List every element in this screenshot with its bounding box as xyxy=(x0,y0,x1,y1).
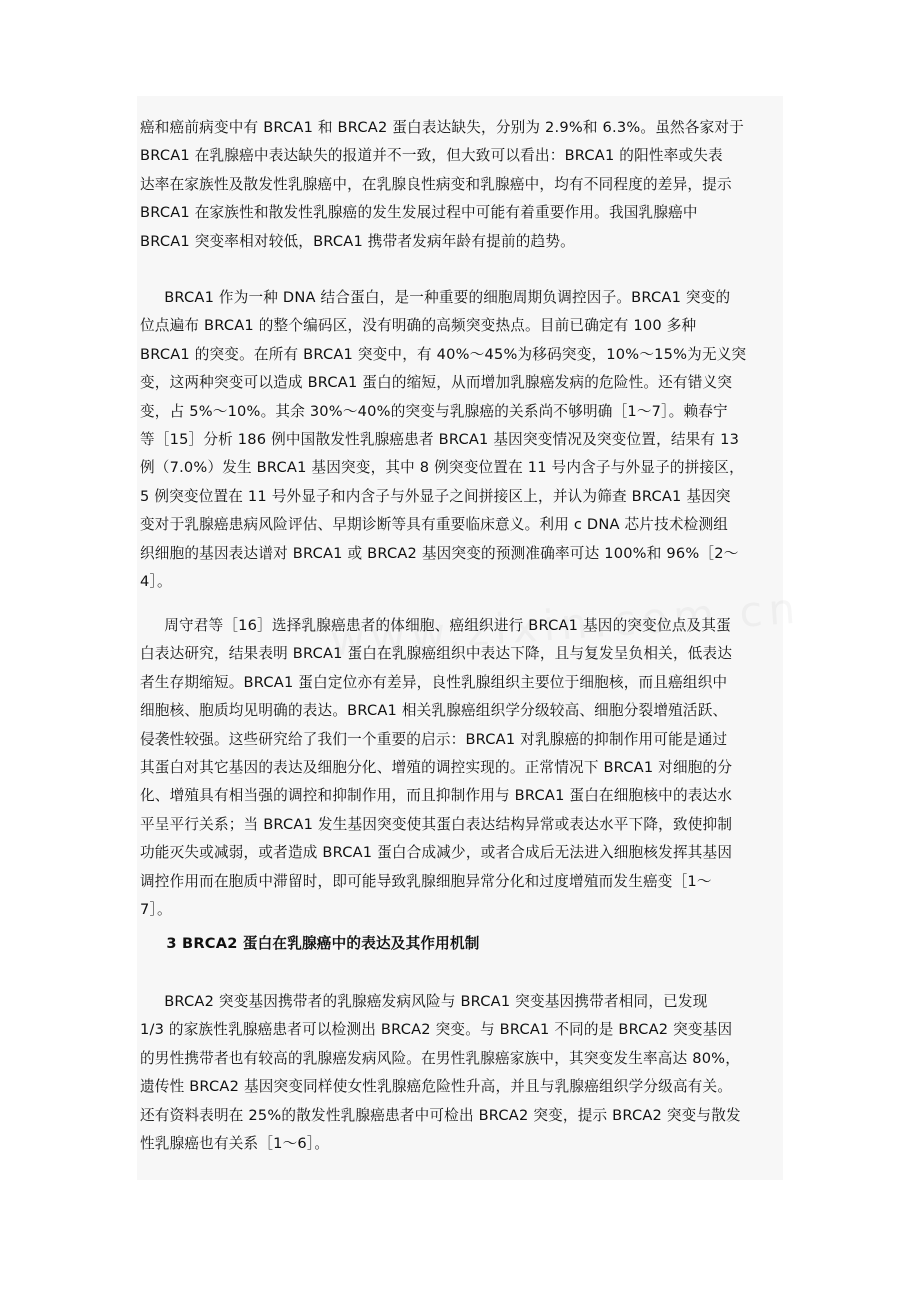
text-line: BRCA1 作为一种 DNA 结合蛋白，是一种重要的细胞周期负调控因子。BRCA1 突变的 xyxy=(140,289,731,306)
text-line: BRCA1 的突变。在所有 BRCA1 突变中，有 40%～45%为移码突变，10%～15%为无义突 xyxy=(140,345,747,363)
text-line: 周守君等［16］选择乳腺癌患者的体细胞、癌组织进行 BRCA1 基因的突变位点及其蛋 xyxy=(140,617,731,634)
text-line: 3 BRCA2 蛋白在乳腺癌中的表达及其作用机制 xyxy=(140,935,480,952)
text-line: 侵袭性较强。这些研究给了我们一个重要的启示：BRCA1 对乳腺癌的抑制作用可能是通过 xyxy=(140,730,728,748)
text-line: 5 例突变位置在 11 号外显子和内含子与外显子之间拼接区上，并认为筛查 BRCA1 基因突 xyxy=(140,487,731,505)
paragraph xyxy=(140,612,782,924)
text-line: 7］。 xyxy=(140,900,172,918)
text-line: BRCA1 突变率相对较低，BRCA1 携带者发病年龄有提前的趋势。 xyxy=(140,232,575,250)
text-line: 织细胞的基因表达谱对 BRCA1 或 BRCA2 基因突变的预测准确率可达 100%和 96%［2～ xyxy=(140,544,739,562)
text-line: 其蛋白对其它基因的表达及细胞分化、增殖的调控实现的。正常情况下 BRCA1 对细胞的分 xyxy=(140,758,733,776)
text-line: BRCA1 在家族性和散发性乳腺癌的发生发展过程中可能有着重要作用。我国乳腺癌中 xyxy=(140,204,698,222)
text-line: 调控作用而在胞质中滞留时，即可能导致乳腺细胞异常分化和过度增殖而发生癌变［1～ xyxy=(140,872,712,890)
text-line: 化、增殖具有相当强的调控和抑制作用，而且抑制作用与 BRCA1 蛋白在细胞核中的表达水 xyxy=(140,787,733,805)
text-line: 功能灭失或减弱，或者造成 BRCA1 蛋白合成减少，或者合成后无法进入细胞核发挥其基因 xyxy=(140,844,733,862)
text-line: 的男性携带者也有较高的乳腺癌发病风险。在男性乳腺癌家族中，其突变发生率高达 80%， xyxy=(140,1049,741,1067)
paragraph xyxy=(140,284,782,596)
text-line: 变，这两种突变可以造成 BRCA1 蛋白的缩短，从而增加乳腺癌发病的危险性。还有错义突 xyxy=(140,374,733,392)
text-line: 白表达研究，结果表明 BRCA1 蛋白在乳腺癌组织中表达下降，且与复发呈负相关，低表达 xyxy=(140,645,733,663)
text-line: 1/3 的家族性乳腺癌患者可以检测出 BRCA2 突变。与 BRCA1 不同的是 BRCA2 突变基因 xyxy=(140,1021,733,1039)
text-line: 还有资料表明在 25%的散发性乳腺癌患者中可检出 BRCA2 突变，提示 BRCA2 突变与散发 xyxy=(140,1106,741,1124)
text-line: 癌和癌前病变中有 BRCA1 和 BRCA2 蛋白表达缺失，分别为 2.9%和 6.3%。虽然各家对于 xyxy=(140,119,744,136)
text-line: 者生存期缩短。BRCA1 蛋白定位亦有差异，良性乳腺组织主要位于细胞核，而且癌组织中 xyxy=(140,673,728,691)
text-line: 变对于乳腺癌患病风险评估、早期诊断等具有重要临床意义。利用 c DNA 芯片技术检测组 xyxy=(140,516,729,534)
text-line: 性乳腺癌也有关系［1～6］。 xyxy=(140,1134,330,1152)
text-line: BRCA2 突变基因携带者的乳腺癌发病风险与 BRCA1 突变基因携带者相同，已发现 xyxy=(140,993,708,1010)
text-line: 4］。 xyxy=(140,572,172,590)
text-line: 等［15］分析 186 例中国散发性乳腺癌患者 BRCA1 基因突变情况及突变位置，结果有 13 xyxy=(140,430,740,448)
text-line: 例（7.0%）发生 BRCA1 基因突变，其中 8 例突变位置在 11 号内含子与外显子的拼接区， xyxy=(140,459,744,477)
text-line: 变，占 5%～10%。其余 30%～40%的突变与乳腺癌的关系尚不够明确［1～7］。赖春宁 xyxy=(140,402,728,420)
section-heading xyxy=(140,930,782,958)
text-line: 平呈平行关系；当 BRCA1 发生基因突变使其蛋白表达结构异常或表达水平下降，致使抑制 xyxy=(140,815,733,833)
text-line: 遗传性 BRCA2 基因突变同样使女性乳腺癌危险性升高，并且与乳腺癌组织学分级高有关。 xyxy=(140,1078,733,1096)
text-line: BRCA1 在乳腺癌中表达缺失的报道并不一致，但大致可以看出：BRCA1 的阳性率或失表 xyxy=(140,147,723,165)
paragraph xyxy=(140,988,782,1158)
text-line: 细胞核、胞质均见明确的表达。BRCA1 相关乳腺癌组织学分级较高、细胞分裂增殖活跃、 xyxy=(140,702,728,720)
text-line: 达率在家族性及散发性乳腺癌中，在乳腺良性病变和乳腺癌中，均有不同程度的差异，提示 xyxy=(140,175,732,193)
text-line: 位点遍布 BRCA1 的整个编码区，没有明确的高频突变热点。目前已确定有 100 多种 xyxy=(140,317,697,335)
paragraph xyxy=(140,114,782,256)
